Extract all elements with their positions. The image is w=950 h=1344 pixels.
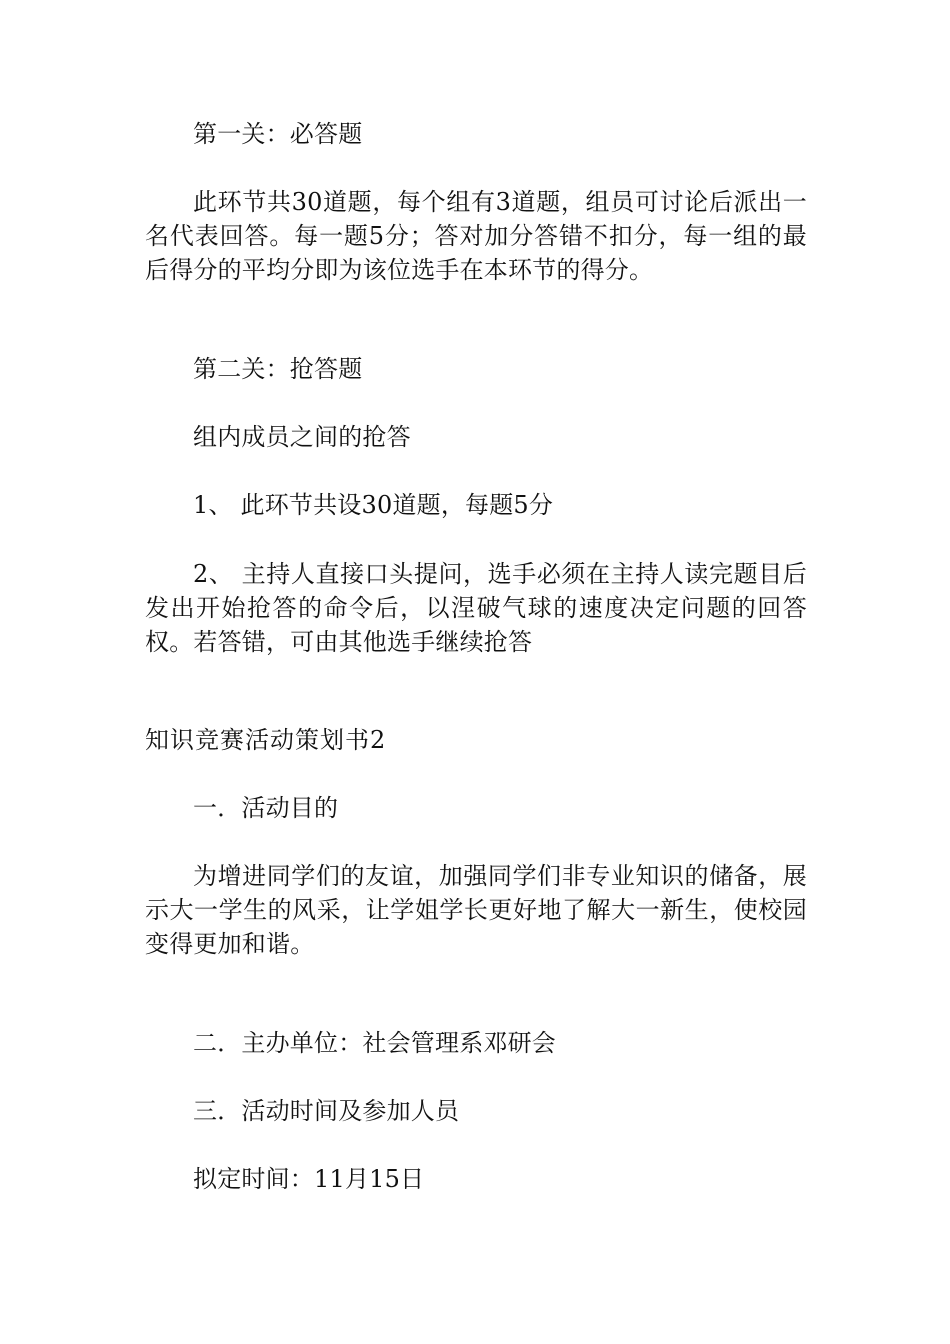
stage-one-heading: 第一关：必答题 [193,120,363,148]
section-title: 知识竞赛活动策划书2 [145,726,387,754]
stage-two-rule-1: 1、 此环节共设30道题，每题5分 [193,491,554,519]
organizer-line: 二．主办单位：社会管理系邓研会 [193,1029,556,1057]
planned-date-line: 拟定时间：11月15日 [193,1165,425,1193]
stage-one-description: 此环节共30道题，每个组有3道题，组员可讨论后派出一名代表回答。每一题5分；答对加分答错不扣分，每一组的最后得分的平均分即为该位选手在本环节的得分。 [145,188,807,284]
stage-two-subtitle: 组内成员之间的抢答 [193,423,411,451]
stage-two-rule-2: 2、 主持人直接口头提问，选手必须在主持人读完题目后发出开始抢答的命令后，以涅破气球的速度决定问题的回答权。若答错，可由其他选手继续抢答 [145,560,807,656]
activity-purpose-text: 为增进同学们的友谊，加强同学们非专业知识的储备，展示大一学生的风采，让学姐学长更好地了解大一新生，使校园变得更加和谐。 [145,862,807,958]
stage-two-heading: 第二关：抢答题 [193,355,363,383]
time-participants-heading: 三．活动时间及参加人员 [193,1097,460,1125]
activity-purpose-heading: 一．活动目的 [193,794,339,822]
